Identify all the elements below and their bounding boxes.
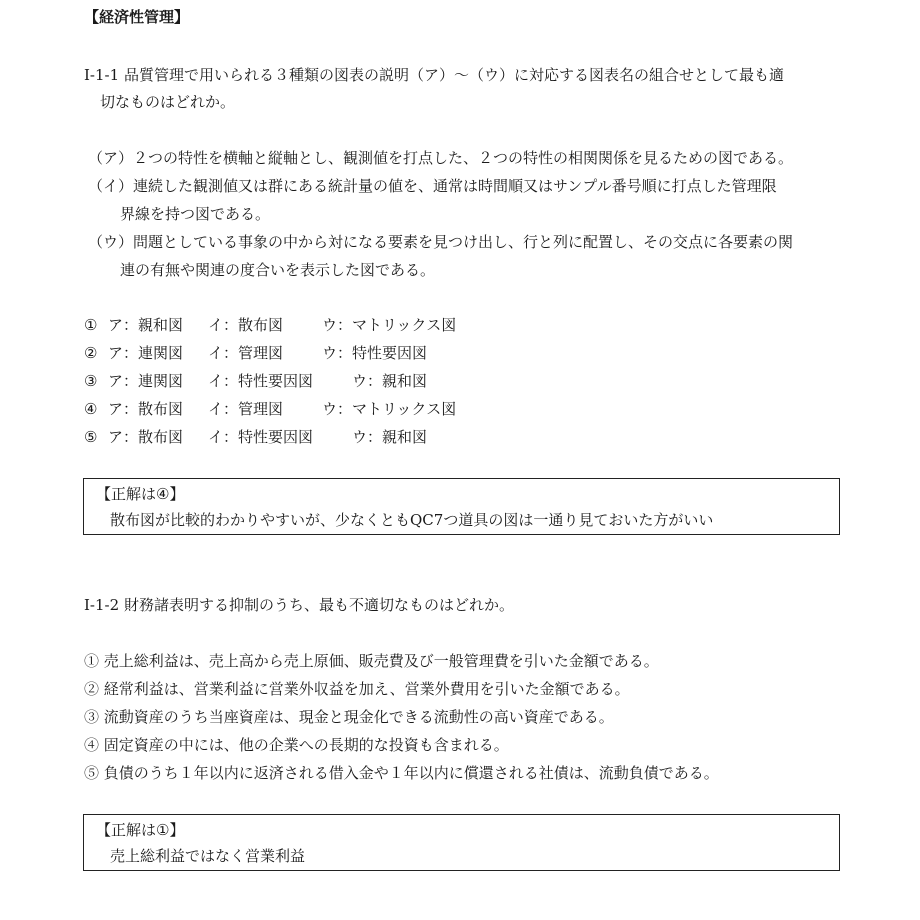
q1-choice-u: ウ：親和図 (352, 372, 428, 390)
q2-answer-heading: 【正解は①】 (96, 821, 185, 839)
q1-choice-3 (84, 374, 427, 389)
q2-answer-box (83, 814, 840, 871)
q1-stem-text: 品質管理で用いられる３種類の図表の説明（ア）～（ウ）に対応する図表名の組合せとして最も適 (123, 66, 784, 84)
q1-choice-u: ウ：マトリックス図 (322, 316, 457, 334)
q1-stem-line2: 切なものはどれか。 (100, 93, 236, 111)
q2-choice-5: ⑤ 負債のうち１年以内に返済される借入金や１年以内に償還される社債は、流動負債である。 (84, 764, 719, 782)
q1-answer-heading: 【正解は④】 (96, 485, 185, 503)
q1-description-u-cont: 連の有無や関連の度合いを表示した図である。 (120, 261, 436, 279)
q1-choice-i: イ：管理図 (208, 400, 284, 418)
q2-choice-1: ① 売上総利益は、売上高から売上原価、販売費及び一般管理費を引いた金額である。 (84, 652, 659, 670)
q1-choice-u: ウ：特性要因図 (322, 344, 428, 362)
q1-choice-i: イ：管理図 (208, 344, 284, 362)
q1-choice-num: ④ (84, 400, 98, 418)
q2-stem-text: 財務諸表明する抑制のうち、最も不適切なものはどれか。 (123, 596, 514, 614)
q1-choice-a: ア：散布図 (108, 400, 184, 418)
q1-number: I-1-1 (84, 66, 120, 84)
q1-description-i: （イ）連続した観測値又は群にある統計量の値を、通常は時間順又はサンプル番号順に打点した管理限 (88, 177, 777, 195)
q1-choice-a: ア：連関図 (108, 372, 184, 390)
q1-choice-num: ⑤ (84, 428, 98, 446)
q1-choice-num: ① (84, 316, 98, 334)
q1-choice-a: ア：親和図 (108, 316, 184, 334)
q1-answer-box (83, 478, 840, 535)
q1-choice-num: ③ (84, 372, 98, 390)
q1-choice-num: ② (84, 344, 98, 362)
q1-choice-1 (84, 318, 456, 333)
q2-answer-explanation: 売上総利益ではなく営業利益 (110, 847, 306, 865)
q1-description-u: （ウ）問題としている事象の中から対になる要素を見つけ出し、行と列に配置し、その交点に各要素の関 (88, 233, 794, 251)
q1-choice-4 (84, 402, 456, 417)
q1-description-a: （ア）２つの特性を横軸と縦軸とし、観測値を打点した、２つの特性の相関関係を見るための図である。 (88, 149, 794, 167)
q2-choice-2: ② 経常利益は、営業利益に営業外収益を加え、営業外費用を引いた金額である。 (84, 680, 630, 698)
q1-choice-a: ア：連関図 (108, 344, 184, 362)
q1-choice-5 (84, 430, 427, 445)
q1-choice-i: イ：特性要因図 (208, 372, 314, 390)
q1-description-i-cont: 界線を持つ図である。 (120, 205, 271, 223)
q1-choice-u: ウ：マトリックス図 (322, 400, 457, 418)
section-title: 【経済性管理】 (84, 8, 190, 26)
q2-number: I-1-2 (84, 596, 120, 614)
q2-stem (84, 598, 514, 613)
q1-stem-line1 (84, 68, 784, 83)
q1-answer-explanation: 散布図が比較的わかりやすいが、少なくともQC7つ道具の図は一通り見ておいた方がいい (110, 511, 714, 529)
q1-choice-i: イ：散布図 (208, 316, 284, 334)
q2-choice-4: ④ 固定資産の中には、他の企業への長期的な投資も含まれる。 (84, 736, 509, 754)
q1-choice-a: ア：散布図 (108, 428, 184, 446)
q1-choice-i: イ：特性要因図 (208, 428, 314, 446)
q1-choice-2 (84, 346, 427, 361)
q1-choice-u: ウ：親和図 (352, 428, 428, 446)
q2-choice-3: ③ 流動資産のうち当座資産は、現金と現金化できる流動性の高い資産である。 (84, 708, 614, 726)
